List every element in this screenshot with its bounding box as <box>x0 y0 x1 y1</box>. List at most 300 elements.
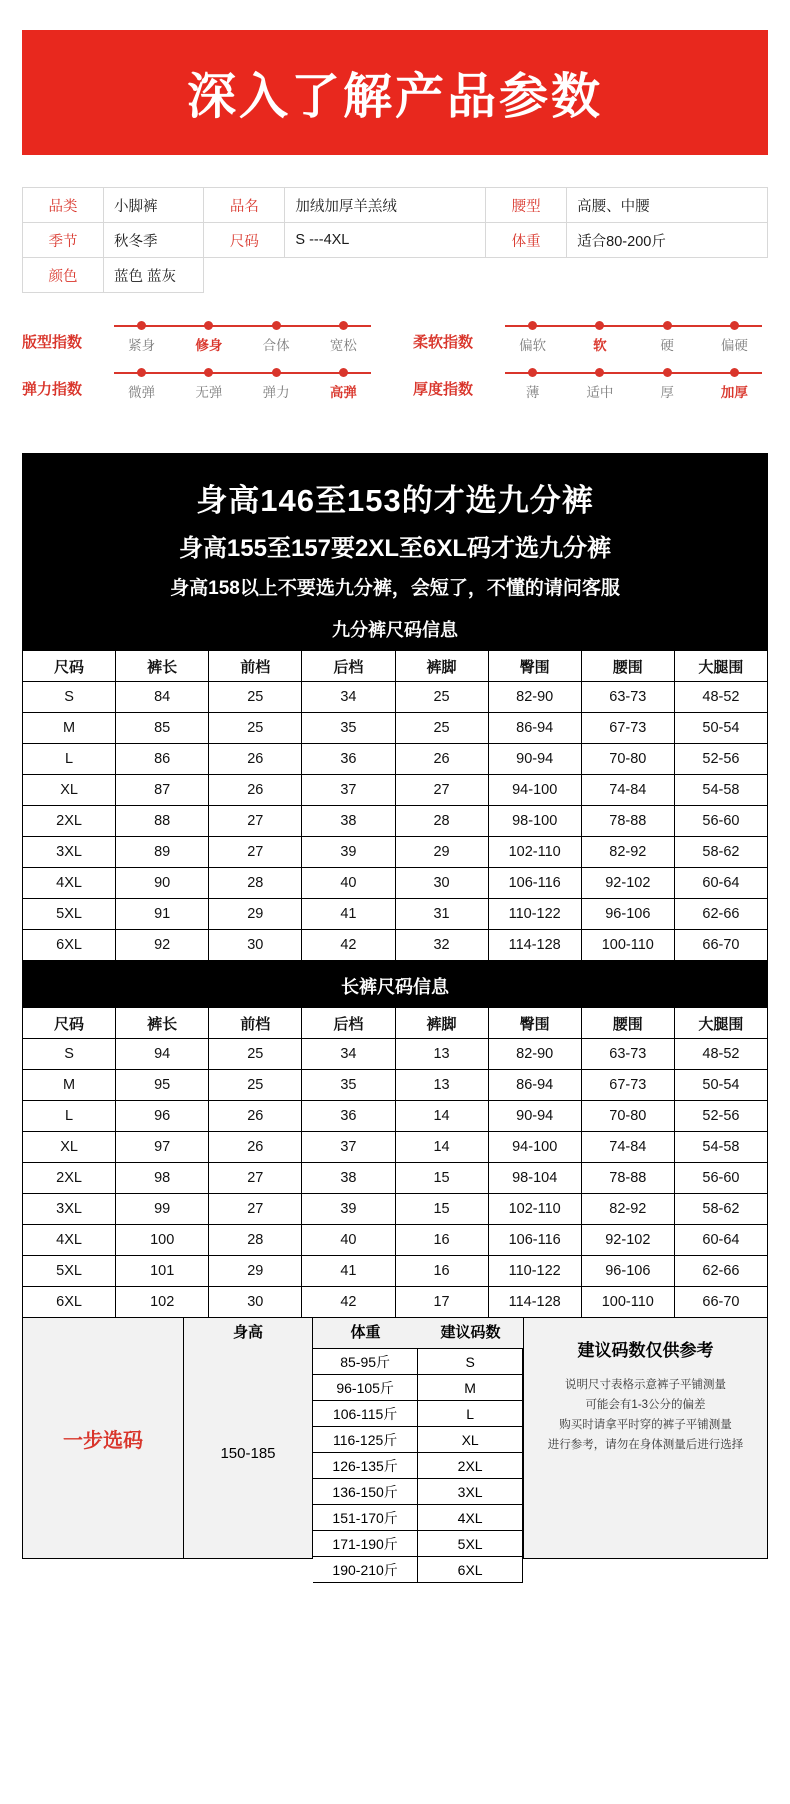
weight-size-map <box>313 1348 523 1583</box>
table-row <box>313 1349 523 1375</box>
spacer-cell <box>285 258 385 293</box>
scale-dot <box>339 321 348 330</box>
scale-dot <box>137 368 146 377</box>
note-line: 购买时请拿平时穿的裤子平铺测量 <box>559 1419 732 1432</box>
table-cell: 5XL <box>23 1256 116 1287</box>
recommend-map-col <box>313 1318 524 1578</box>
table-cell: 82-90 <box>488 1039 581 1070</box>
table-cell: 56-60 <box>674 806 767 837</box>
table-cell: 38 <box>302 1163 395 1194</box>
scale-dot <box>204 368 213 377</box>
table-cell: 50-54 <box>674 713 767 744</box>
table-cell: 101 <box>116 1256 209 1287</box>
table-cell: 6XL <box>23 930 116 961</box>
table-cell: 28 <box>395 806 488 837</box>
scale-bar <box>505 372 762 374</box>
table-cell: 25 <box>395 713 488 744</box>
table-cell: 52-56 <box>674 744 767 775</box>
table-cell: 74-84 <box>581 775 674 806</box>
table-cell: 26 <box>209 775 302 806</box>
scale-dot <box>528 321 537 330</box>
table-cell: 102 <box>116 1287 209 1318</box>
table-cell: 63-73 <box>581 682 674 713</box>
spec-value: S ---4XL <box>285 223 486 258</box>
scale-body <box>499 366 768 401</box>
table-row <box>23 744 768 775</box>
size-header: 建议码数 <box>440 1324 501 1341</box>
table-cell: 16 <box>395 1256 488 1287</box>
table-cell: 89 <box>116 837 209 868</box>
table-cell: 106-116 <box>488 868 581 899</box>
table-cell: 42 <box>302 930 395 961</box>
table-cell: 100 <box>116 1225 209 1256</box>
table-cell: 58-62 <box>674 1194 767 1225</box>
table-row <box>313 1427 523 1453</box>
table-cell: 30 <box>395 868 488 899</box>
scale-tick: 无弹 <box>195 385 223 400</box>
table-cell: 97 <box>116 1132 209 1163</box>
table-cell: 30 <box>209 930 302 961</box>
table-cell: L <box>23 1101 116 1132</box>
scale-dot <box>272 368 281 377</box>
table-cell: S <box>23 1039 116 1070</box>
table-row <box>23 930 768 961</box>
table-row <box>313 1557 523 1583</box>
scale-track <box>108 366 377 380</box>
recommend-left <box>23 1318 184 1558</box>
table-cell: 92-102 <box>581 868 674 899</box>
column-header: 裤长 <box>116 651 209 682</box>
scale-tick: 硬 <box>660 338 674 353</box>
table-row <box>23 806 768 837</box>
table-cell: 54-58 <box>674 1132 767 1163</box>
notice-line-2: 身高155至157要2XL至6XL码才选九分裤 <box>178 535 612 562</box>
scale-column-left <box>22 319 377 413</box>
table-cell: 94-100 <box>488 1132 581 1163</box>
table-cell: 34 <box>302 682 395 713</box>
table-row <box>23 1225 768 1256</box>
spacer-cell <box>204 258 285 293</box>
table-cell: 35 <box>302 1070 395 1101</box>
scale-tick: 偏硬 <box>720 338 748 353</box>
weight-range-cell: 116-125斤 <box>313 1427 418 1453</box>
height-value: 150-185 <box>220 1445 276 1462</box>
scale-tick-active: 高弹 <box>329 385 357 400</box>
table-row <box>313 1505 523 1531</box>
table-cell: 36 <box>302 1101 395 1132</box>
table-row <box>313 1375 523 1401</box>
scale-body <box>499 319 768 354</box>
height-header: 身高 <box>232 1324 263 1341</box>
scale-column-right <box>413 319 768 413</box>
table-cell: 17 <box>395 1287 488 1318</box>
table-row <box>23 1101 768 1132</box>
table-cell: 88 <box>116 806 209 837</box>
weight-range-cell: 96-105斤 <box>313 1375 418 1401</box>
weight-range-cell: 151-170斤 <box>313 1505 418 1531</box>
table-row <box>313 1401 523 1427</box>
table-cell: 114-128 <box>488 930 581 961</box>
column-header: 臀围 <box>488 651 581 682</box>
spec-value: 蓝色 蓝灰 <box>104 258 204 293</box>
table-cell: 60-64 <box>674 868 767 899</box>
table-cell: 78-88 <box>581 806 674 837</box>
spacer-cell <box>567 258 667 293</box>
scale-ticks <box>108 334 377 354</box>
table-cell: 92 <box>116 930 209 961</box>
table-row <box>23 868 768 899</box>
table-cell: 110-122 <box>488 899 581 930</box>
table-header-row <box>23 651 768 682</box>
table-cell: 14 <box>395 1132 488 1163</box>
table-row <box>23 837 768 868</box>
scale-dot <box>339 368 348 377</box>
table-cell: 25 <box>209 713 302 744</box>
table-row <box>23 775 768 806</box>
table-row <box>23 1070 768 1101</box>
table-cell: 94 <box>116 1039 209 1070</box>
table-cell: 100-110 <box>581 1287 674 1318</box>
size-cell: XL <box>418 1427 523 1453</box>
table-cell: 60-64 <box>674 1225 767 1256</box>
scale-tick-active: 加厚 <box>720 385 748 400</box>
index-scales <box>22 319 768 413</box>
table-cell: 40 <box>302 868 395 899</box>
column-header: 臀围 <box>488 1008 581 1039</box>
column-header: 大腿围 <box>674 1008 767 1039</box>
column-header: 后档 <box>302 651 395 682</box>
note-title: 建议码数仅供参考 <box>577 1341 714 1360</box>
table-cell: XL <box>23 1132 116 1163</box>
table-cell: 27 <box>395 775 488 806</box>
table-cell: 34 <box>302 1039 395 1070</box>
spec-label: 季节 <box>23 223 104 258</box>
table-cell: 39 <box>302 837 395 868</box>
table-cell: 29 <box>209 899 302 930</box>
spec-label: 体重 <box>486 223 567 258</box>
table-cell: 86-94 <box>488 713 581 744</box>
table-cell: 90-94 <box>488 744 581 775</box>
table-row <box>23 188 768 223</box>
spec-label: 颜色 <box>23 258 104 293</box>
weight-range-cell: 136-150斤 <box>313 1479 418 1505</box>
table-cell: 102-110 <box>488 1194 581 1225</box>
column-header: 前档 <box>209 651 302 682</box>
scale-body <box>108 319 377 354</box>
weight-range-cell: 126-135斤 <box>313 1453 418 1479</box>
column-header: 裤脚 <box>395 651 488 682</box>
table-cell: 56-60 <box>674 1163 767 1194</box>
table-cell: 84 <box>116 682 209 713</box>
spacer-cell <box>385 258 485 293</box>
weight-range-cell: 171-190斤 <box>313 1531 418 1557</box>
table-cell: 39 <box>302 1194 395 1225</box>
table-cell: 98 <box>116 1163 209 1194</box>
table-cell: 16 <box>395 1225 488 1256</box>
note-line: 说明尺寸表格示意裤子平铺测量 <box>565 1379 726 1391</box>
scale-fit <box>22 319 377 354</box>
scale-bar <box>114 325 371 327</box>
scale-tick-active: 修身 <box>195 338 223 353</box>
table-row <box>23 258 768 293</box>
note-line: 进行参考，请勿在身体测量后进行选择 <box>547 1439 744 1452</box>
scale-tick: 紧身 <box>128 338 156 353</box>
table-cell: 54-58 <box>674 775 767 806</box>
weight-range-cell: 106-115斤 <box>313 1401 418 1427</box>
notice-line-3: 身高158以上不要选九分裤，会短了，不懂的请问客服 <box>170 578 620 599</box>
scale-label: 版型指数 <box>22 334 83 351</box>
table-row <box>23 682 768 713</box>
table-row <box>23 1287 768 1318</box>
table-row <box>23 223 768 258</box>
table-cell: 70-80 <box>581 744 674 775</box>
table-cell: 14 <box>395 1101 488 1132</box>
size-cell: 6XL <box>418 1557 523 1583</box>
scale-dot <box>272 321 281 330</box>
scale-track <box>108 319 377 333</box>
table-cell: 26 <box>209 744 302 775</box>
scale-elasticity <box>22 366 377 401</box>
table-cell: 87 <box>116 775 209 806</box>
spec-label: 品名 <box>204 188 285 223</box>
scale-ticks <box>108 381 377 401</box>
table-cell: 2XL <box>23 1163 116 1194</box>
size-cell: 3XL <box>418 1479 523 1505</box>
weight-range-cell: 85-95斤 <box>313 1349 418 1375</box>
table-cell: 25 <box>209 682 302 713</box>
table-cell: 86-94 <box>488 1070 581 1101</box>
table-cell: 66-70 <box>674 930 767 961</box>
scale-tick-active: 软 <box>593 338 607 353</box>
column-header: 腰围 <box>581 651 674 682</box>
table-cell: 15 <box>395 1194 488 1225</box>
table-cell: 98-104 <box>488 1163 581 1194</box>
table-row <box>23 899 768 930</box>
table-cell: 52-56 <box>674 1101 767 1132</box>
scale-tick: 薄 <box>525 385 540 400</box>
scale-tick: 合体 <box>262 338 290 353</box>
table-cell: 90-94 <box>488 1101 581 1132</box>
scale-tick: 适中 <box>586 385 614 400</box>
size-cell: 4XL <box>418 1505 523 1531</box>
table-cell: 42 <box>302 1287 395 1318</box>
map-headers <box>313 1318 523 1348</box>
scale-dot <box>137 321 146 330</box>
size-info-section <box>22 453 768 1318</box>
long-table-title: 长裤尺码信息 <box>341 977 449 997</box>
table-row <box>23 713 768 744</box>
column-header: 裤脚 <box>395 1008 488 1039</box>
banner-title: 深入了解产品参数 <box>186 67 603 125</box>
scale-track <box>499 366 768 380</box>
size-cell: L <box>418 1401 523 1427</box>
scale-dot <box>204 321 213 330</box>
table-cell: 35 <box>302 713 395 744</box>
scale-tick: 偏软 <box>519 338 547 353</box>
table-cell: 85 <box>116 713 209 744</box>
scale-track <box>499 319 768 333</box>
table-cell: 67-73 <box>581 1070 674 1101</box>
table-cell: 4XL <box>23 868 116 899</box>
scale-tick: 厚 <box>660 385 674 400</box>
column-header: 后档 <box>302 1008 395 1039</box>
weight-range-cell: 190-210斤 <box>313 1557 418 1583</box>
scale-bar <box>505 325 762 327</box>
table-row <box>23 1132 768 1163</box>
table-cell: 36 <box>302 744 395 775</box>
table-cell: 26 <box>395 744 488 775</box>
table-cell: 27 <box>209 1163 302 1194</box>
table-cell: 41 <box>302 1256 395 1287</box>
weight-header: 体重 <box>350 1324 381 1341</box>
recommend-height-col <box>184 1318 313 1558</box>
table-cell: 25 <box>395 682 488 713</box>
table-cell: 25 <box>209 1070 302 1101</box>
table-cell: 29 <box>209 1256 302 1287</box>
table-cell: 5XL <box>23 899 116 930</box>
table-cell: 26 <box>209 1101 302 1132</box>
spec-table <box>22 187 768 293</box>
table-row <box>23 1256 768 1287</box>
table-cell: 15 <box>395 1163 488 1194</box>
table-cell: 102-110 <box>488 837 581 868</box>
table-cell: 98-100 <box>488 806 581 837</box>
table-cell: 26 <box>209 1132 302 1163</box>
table-cell: 30 <box>209 1287 302 1318</box>
scale-softness <box>413 319 768 354</box>
table-row <box>313 1453 523 1479</box>
table-cell: 90 <box>116 868 209 899</box>
column-header: 大腿围 <box>674 651 767 682</box>
scale-dot <box>730 368 739 377</box>
scale-dot <box>595 321 604 330</box>
spacer-cell <box>486 258 567 293</box>
recommend-left-label: 一步选码 <box>63 1429 143 1452</box>
spec-value: 小脚裤 <box>104 188 204 223</box>
cropped-table-title: 九分裤尺码信息 <box>332 620 458 640</box>
column-header: 裤长 <box>116 1008 209 1039</box>
table-cell: 28 <box>209 1225 302 1256</box>
table-cell: 13 <box>395 1070 488 1101</box>
column-header: 腰围 <box>581 1008 674 1039</box>
table-cell: 70-80 <box>581 1101 674 1132</box>
column-header: 前档 <box>209 1008 302 1039</box>
cropped-size-table <box>22 650 768 961</box>
scale-dot <box>528 368 537 377</box>
scale-ticks <box>499 334 768 354</box>
table-cell: 4XL <box>23 1225 116 1256</box>
table-cell: 27 <box>209 837 302 868</box>
table-cell: 25 <box>209 1039 302 1070</box>
table-cell: 37 <box>302 1132 395 1163</box>
table-cell: 2XL <box>23 806 116 837</box>
scale-label: 厚度指数 <box>413 381 474 398</box>
scale-label: 弹力指数 <box>22 381 83 398</box>
table-cell: 13 <box>395 1039 488 1070</box>
spec-value: 秋冬季 <box>104 223 204 258</box>
table-cell: S <box>23 682 116 713</box>
table-cell: 66-70 <box>674 1287 767 1318</box>
table-cell: 78-88 <box>581 1163 674 1194</box>
scale-dot <box>663 321 672 330</box>
table-row <box>23 1163 768 1194</box>
table-cell: 37 <box>302 775 395 806</box>
spec-value: 加绒加厚羊羔绒 <box>285 188 486 223</box>
scale-bar <box>114 372 371 374</box>
column-header: 尺码 <box>23 651 116 682</box>
table-cell: 94-100 <box>488 775 581 806</box>
table-cell: M <box>23 1070 116 1101</box>
table-cell: 92-102 <box>581 1225 674 1256</box>
table-cell: 95 <box>116 1070 209 1101</box>
table-row <box>313 1479 523 1505</box>
table-cell: 74-84 <box>581 1132 674 1163</box>
size-cell: M <box>418 1375 523 1401</box>
scale-label: 柔软指数 <box>413 334 474 351</box>
table-cell: 114-128 <box>488 1287 581 1318</box>
table-cell: 48-52 <box>674 1039 767 1070</box>
spec-label: 腰型 <box>486 188 567 223</box>
table-cell: 63-73 <box>581 1039 674 1070</box>
table-cell: 67-73 <box>581 713 674 744</box>
column-header: 尺码 <box>23 1008 116 1039</box>
spec-value: 高腰、中腰 <box>567 188 768 223</box>
long-size-table <box>22 1007 768 1318</box>
table-cell: 3XL <box>23 837 116 868</box>
table-cell: 29 <box>395 837 488 868</box>
spec-label: 品类 <box>23 188 104 223</box>
table-cell: 27 <box>209 806 302 837</box>
table-cell: 106-116 <box>488 1225 581 1256</box>
table-cell: L <box>23 744 116 775</box>
table-cell: 86 <box>116 744 209 775</box>
table-row <box>23 1039 768 1070</box>
banner <box>22 30 768 155</box>
table-cell: 27 <box>209 1194 302 1225</box>
table-cell: 100-110 <box>581 930 674 961</box>
table-cell: 99 <box>116 1194 209 1225</box>
table-cell: M <box>23 713 116 744</box>
size-recommend-block <box>22 1318 768 1578</box>
table-cell: 96-106 <box>581 899 674 930</box>
spec-label: 尺码 <box>204 223 285 258</box>
recommend-note <box>524 1318 767 1558</box>
table-cell: 28 <box>209 868 302 899</box>
table-cell: 3XL <box>23 1194 116 1225</box>
table-cell: 62-66 <box>674 1256 767 1287</box>
table-row <box>23 1194 768 1225</box>
size-cell: 5XL <box>418 1531 523 1557</box>
spacer-cell <box>667 258 767 293</box>
table-cell: 40 <box>302 1225 395 1256</box>
scale-dot <box>595 368 604 377</box>
table-cell: 38 <box>302 806 395 837</box>
scale-tick: 弹力 <box>262 385 290 400</box>
table-cell: 110-122 <box>488 1256 581 1287</box>
notice-line-1: 身高146至153的才选九分裤 <box>196 483 594 518</box>
size-cell: S <box>418 1349 523 1375</box>
spec-value: 适合80-200斤 <box>567 223 768 258</box>
table-cell: 32 <box>395 930 488 961</box>
table-cell: 96 <box>116 1101 209 1132</box>
scale-body <box>108 366 377 401</box>
table-header-row <box>23 1008 768 1039</box>
scale-dot <box>730 321 739 330</box>
table-cell: 31 <box>395 899 488 930</box>
spec-table-wrap <box>22 187 768 293</box>
scale-ticks <box>499 381 768 401</box>
scale-tick: 微弹 <box>128 385 156 400</box>
